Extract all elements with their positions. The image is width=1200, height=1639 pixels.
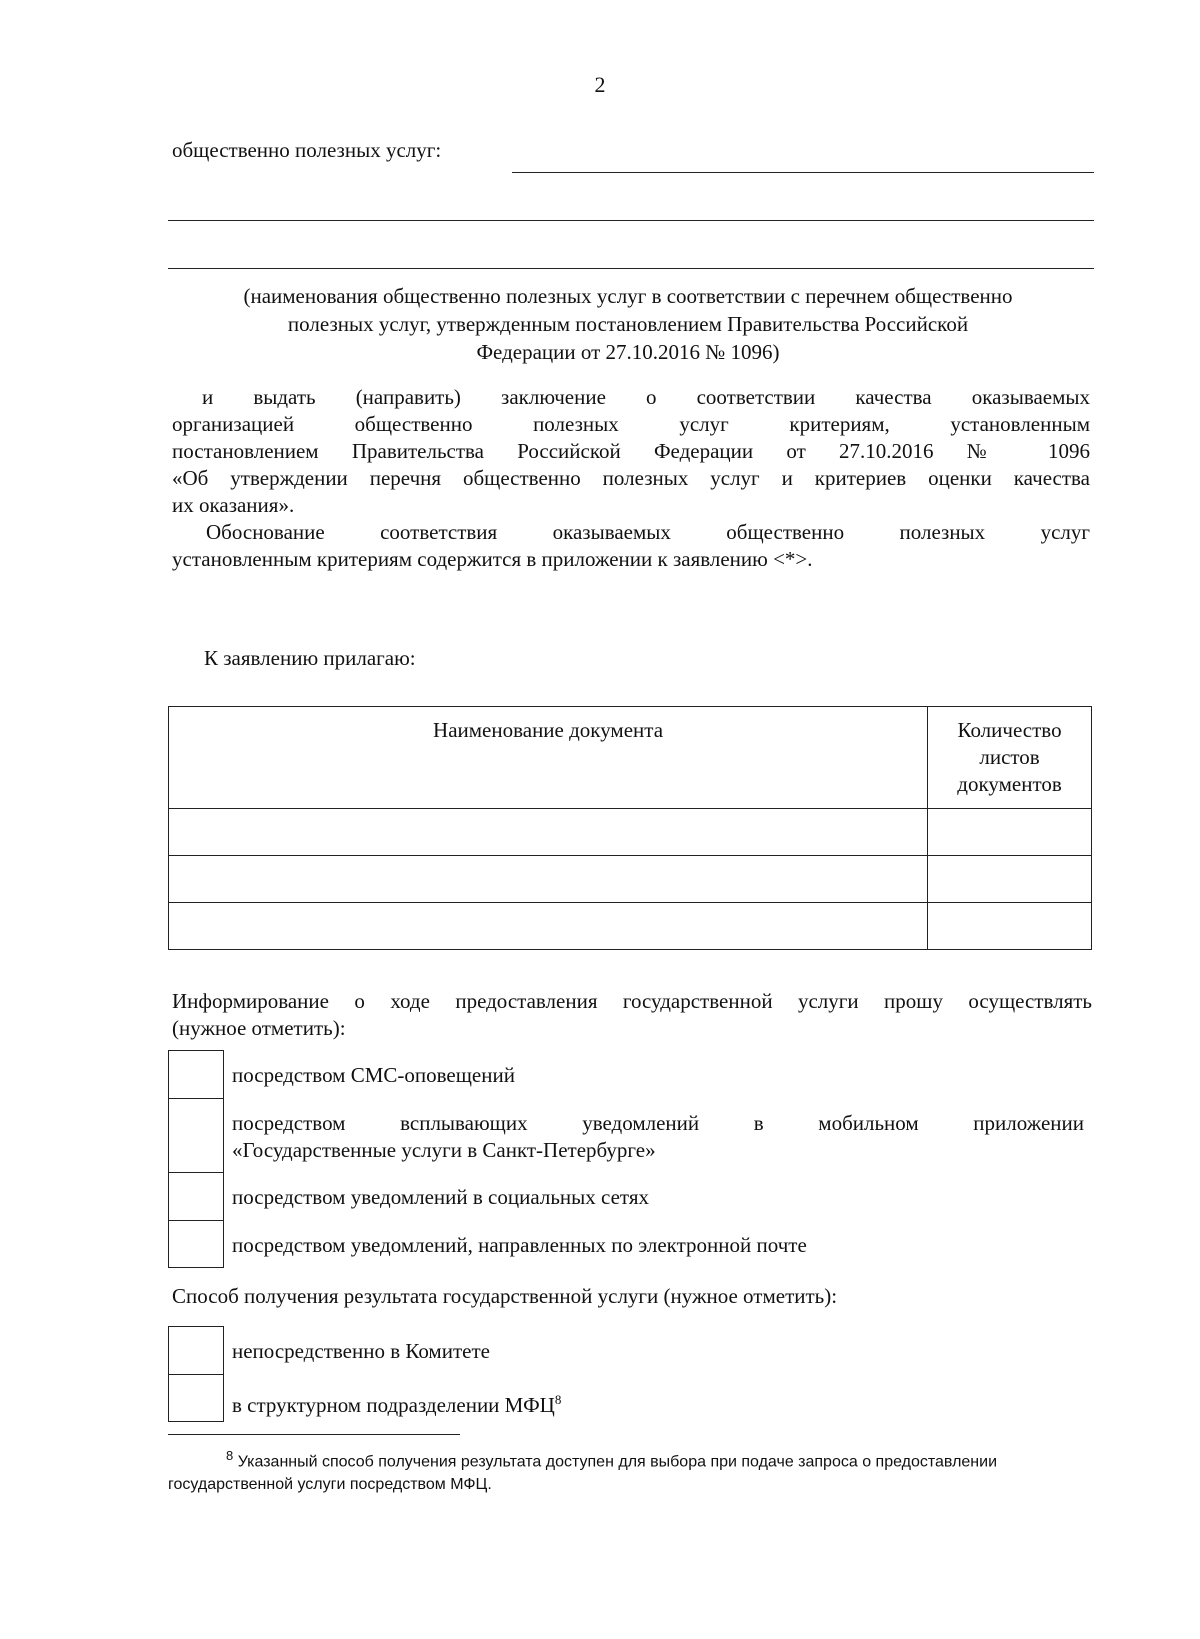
- option-sms: [168, 1050, 1084, 1098]
- option-label: посредством уведомлений в социальных сетях: [232, 1185, 649, 1209]
- checkbox-committee[interactable]: [168, 1326, 224, 1374]
- footnote-text: Указанный способ получения результата доступен для выбора при подаче запроса о предоставлении: [237, 1453, 998, 1471]
- paragraph-justification: [172, 519, 1090, 573]
- footnote-mark: 8: [226, 1448, 234, 1463]
- document-name-cell[interactable]: [169, 903, 928, 950]
- paragraph-request: [172, 384, 1090, 519]
- footnote-line: государственной услуги посредством МФЦ.: [168, 1476, 492, 1494]
- column-header-line: Количество: [957, 718, 1062, 742]
- option-email: [168, 1220, 1084, 1268]
- services-note: [168, 282, 1088, 366]
- column-header-document-name: Наименование документа: [169, 707, 928, 809]
- checkbox-mfc[interactable]: [168, 1374, 224, 1422]
- option-mobile-app: [168, 1098, 1084, 1172]
- paragraph-line: постановлением Правительства Российской Федерации от 27.10.2016 № 1096: [172, 439, 1090, 463]
- option-label-text: в структурном подразделении МФЦ: [232, 1393, 555, 1417]
- option-label: [224, 1374, 1084, 1422]
- informing-title: [172, 988, 1092, 1042]
- option-label-line: посредством всплывающих уведомлений в мобильном приложении: [232, 1111, 1084, 1135]
- footnote-ref: 8: [554, 1392, 562, 1407]
- column-header-sheet-count: [928, 707, 1092, 809]
- checkbox-social[interactable]: [168, 1172, 224, 1220]
- option-committee: [168, 1326, 1084, 1374]
- attachments-label: К заявлению прилагаю:: [204, 646, 416, 670]
- services-note-line: Федерации от 27.10.2016 № 1096): [476, 340, 780, 364]
- option-label: непосредственно в Комитете: [232, 1339, 490, 1363]
- checkbox-mobile-app[interactable]: [168, 1098, 224, 1172]
- services-fill-line-3: [168, 268, 1094, 269]
- column-header-line: листов: [979, 745, 1040, 769]
- sheet-count-cell[interactable]: [928, 856, 1092, 903]
- attachments-table: [168, 706, 1092, 950]
- footnote-line: [168, 1444, 1118, 1473]
- sheet-count-cell[interactable]: [928, 809, 1092, 856]
- column-header-line: документов: [957, 772, 1062, 796]
- option-label: [224, 1098, 1084, 1172]
- table-row: [169, 809, 1092, 856]
- sheet-count-cell[interactable]: [928, 903, 1092, 950]
- checkbox-email[interactable]: [168, 1220, 224, 1268]
- paragraph-line: установленным критериям содержится в приложении к заявлению <*>.: [172, 547, 813, 571]
- paragraph-line: организацией общественно полезных услуг критериям, установленным: [172, 412, 1090, 436]
- table-row: [169, 903, 1092, 950]
- option-label: посредством уведомлений, направленных по электронной почте: [232, 1233, 807, 1257]
- option-social: [168, 1172, 1084, 1220]
- footnote: [168, 1444, 1118, 1496]
- result-options: [168, 1326, 1084, 1422]
- informing-title-line: Информирование о ходе предоставления государственной услуги прошу осуществлять: [172, 989, 1092, 1013]
- paragraph-line: их оказания».: [172, 493, 295, 517]
- paragraph-line: «Об утверждении перечня общественно полезных услуг и критериев оценки качества: [172, 466, 1090, 490]
- footnote-separator: [168, 1434, 460, 1435]
- services-label: общественно полезных услуг:: [172, 138, 442, 162]
- document-name-cell[interactable]: [169, 809, 928, 856]
- option-label-line: «Государственные услуги в Санкт-Петербурге»: [232, 1138, 656, 1162]
- paragraph-line: и выдать (направить) заключение о соответствии качества оказываемых: [202, 385, 1090, 409]
- option-label: посредством СМС-оповещений: [232, 1063, 515, 1087]
- informing-options: [168, 1050, 1084, 1268]
- option-mfc: [168, 1374, 1084, 1422]
- services-note-line: полезных услуг, утвержденным постановлением Правительства Российской: [287, 312, 969, 336]
- page-number: 2: [594, 72, 606, 97]
- checkbox-sms[interactable]: [168, 1050, 224, 1098]
- document-name-cell[interactable]: [169, 856, 928, 903]
- table-row: [169, 856, 1092, 903]
- table-header-row: [169, 707, 1092, 809]
- services-note-line: (наименования общественно полезных услуг в соответствии с перечнем общественно: [243, 284, 1013, 308]
- result-title: Способ получения результата государственной услуги (нужное отметить):: [172, 1284, 838, 1308]
- informing-title-line: (нужное отметить):: [172, 1016, 346, 1040]
- services-fill-line-1: [512, 172, 1094, 173]
- services-fill-line-2: [168, 220, 1094, 221]
- paragraph-line: Обоснование соответствия оказываемых общественно полезных услуг: [206, 520, 1090, 544]
